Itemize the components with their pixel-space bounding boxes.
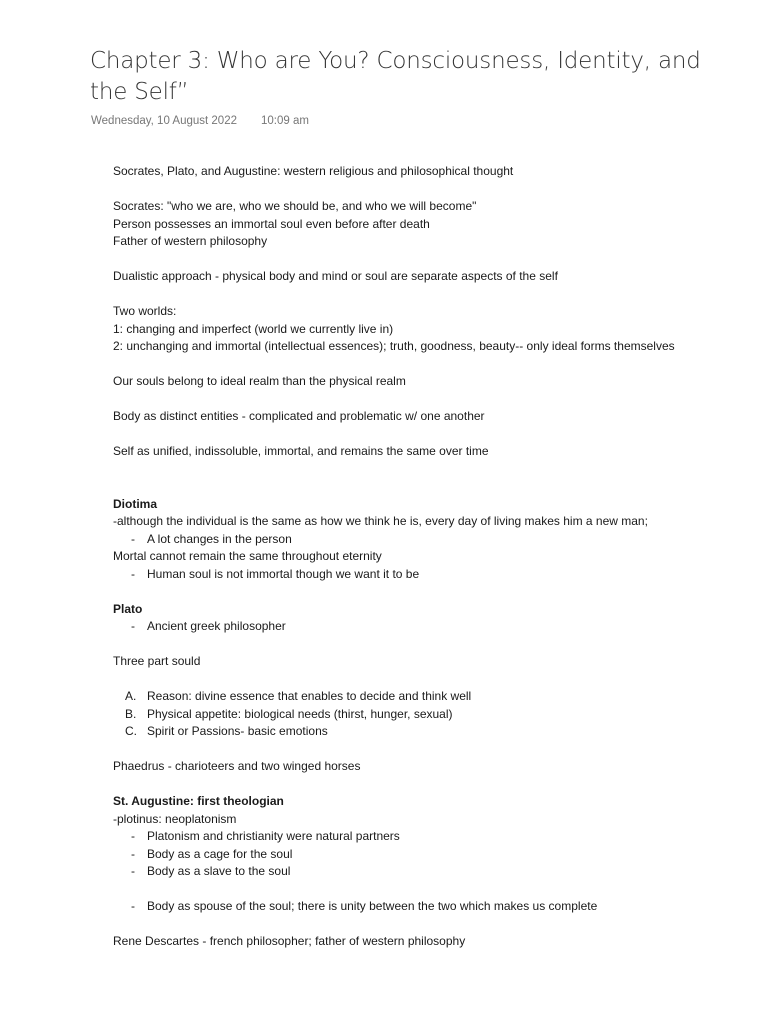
list-marker: C. <box>125 724 137 738</box>
list-text: Reason: divine essence that enables to decide and think well <box>147 689 472 703</box>
note-date: Wednesday, 10 August 2022 <box>91 115 237 127</box>
list-text: Spirit or Passions- basic emotions <box>147 724 328 738</box>
note-line: 1: changing and imperfect (world we currently live in) <box>113 321 394 336</box>
bullet-item <box>113 531 713 549</box>
note-line: Phaedrus - charioteers and two winged horses <box>113 759 361 773</box>
list-item <box>113 723 713 741</box>
note-body <box>113 163 713 951</box>
bullet-marker: - <box>131 829 135 843</box>
list-marker: B. <box>125 706 137 721</box>
note-line: -plotinus: neoplatonism <box>113 811 237 826</box>
note-metadata <box>91 115 309 127</box>
list-marker: A. <box>125 689 137 703</box>
bullet-text: Body as a slave to the soul <box>147 864 291 878</box>
note-line: Two worlds: <box>113 304 177 318</box>
note-line: Mortal cannot remain the same throughout eternity <box>113 549 382 563</box>
list-item <box>113 706 713 724</box>
note-line: Rene Descartes - french philosopher; father of western philosophy <box>113 934 466 948</box>
bullet-marker: - <box>131 566 135 581</box>
note-line: Three part sould <box>113 654 201 668</box>
note-time: 10:09 am <box>261 115 309 127</box>
list-text: Physical appetite: biological needs (thirst, hunger, sexual) <box>147 706 453 721</box>
note-line: Father of western philosophy <box>113 234 268 248</box>
bullet-text: Platonism and christianity were natural partners <box>147 829 400 843</box>
bullet-marker: - <box>131 864 135 878</box>
bullet-text: Human soul is not immortal though we want it to be <box>147 566 420 581</box>
bullet-text: A lot changes in the person <box>147 531 292 546</box>
bullet-marker: - <box>131 619 135 633</box>
note-line: Socrates: "who we are, who we should be, and who we will become" <box>113 199 477 213</box>
note-line: Self as unified, indissoluble, immortal, and remains the same over time <box>113 444 489 458</box>
bullet-text: Body as a cage for the soul <box>147 846 293 861</box>
bullet-item <box>113 846 713 864</box>
list-item <box>113 688 713 706</box>
section-heading-augustine: St. Augustine: first theologian <box>113 794 284 808</box>
bullet-marker: - <box>131 531 135 546</box>
section-heading-diotima: Diotima <box>113 496 158 511</box>
bullet-item <box>113 863 713 881</box>
bullet-marker: - <box>131 899 135 913</box>
bullet-item <box>113 828 713 846</box>
note-line: Socrates, Plato, and Augustine: western religious and philosophical thought <box>113 164 514 178</box>
note-line: Dualistic approach - physical body and mind or soul are separate aspects of the self <box>113 269 558 283</box>
note-line: Body as distinct entities - complicated and problematic w/ one another <box>113 409 485 423</box>
bullet-item <box>113 898 713 916</box>
note-line: Our souls belong to ideal realm than the physical realm <box>113 374 406 388</box>
section-heading-plato: Plato <box>113 601 143 616</box>
note-line: Person possesses an immortal soul even before after death <box>113 216 430 231</box>
note-line: -although the individual is the same as how we think he is, every day of living makes him a new man; <box>113 514 648 528</box>
bullet-item <box>113 566 713 584</box>
bullet-item <box>113 618 713 636</box>
bullet-text: Ancient greek philosopher <box>147 619 286 633</box>
bullet-marker: - <box>131 846 135 861</box>
bullet-text: Body as spouse of the soul; there is unity between the two which makes us complete <box>147 899 598 913</box>
note-line: 2: unchanging and immortal (intellectual essences); truth, goodness, beauty-- only ideal forms themselves <box>113 339 675 353</box>
page-title: Chapter 3: Who are You? Consciousness, Identity, and the Self” <box>90 48 701 105</box>
